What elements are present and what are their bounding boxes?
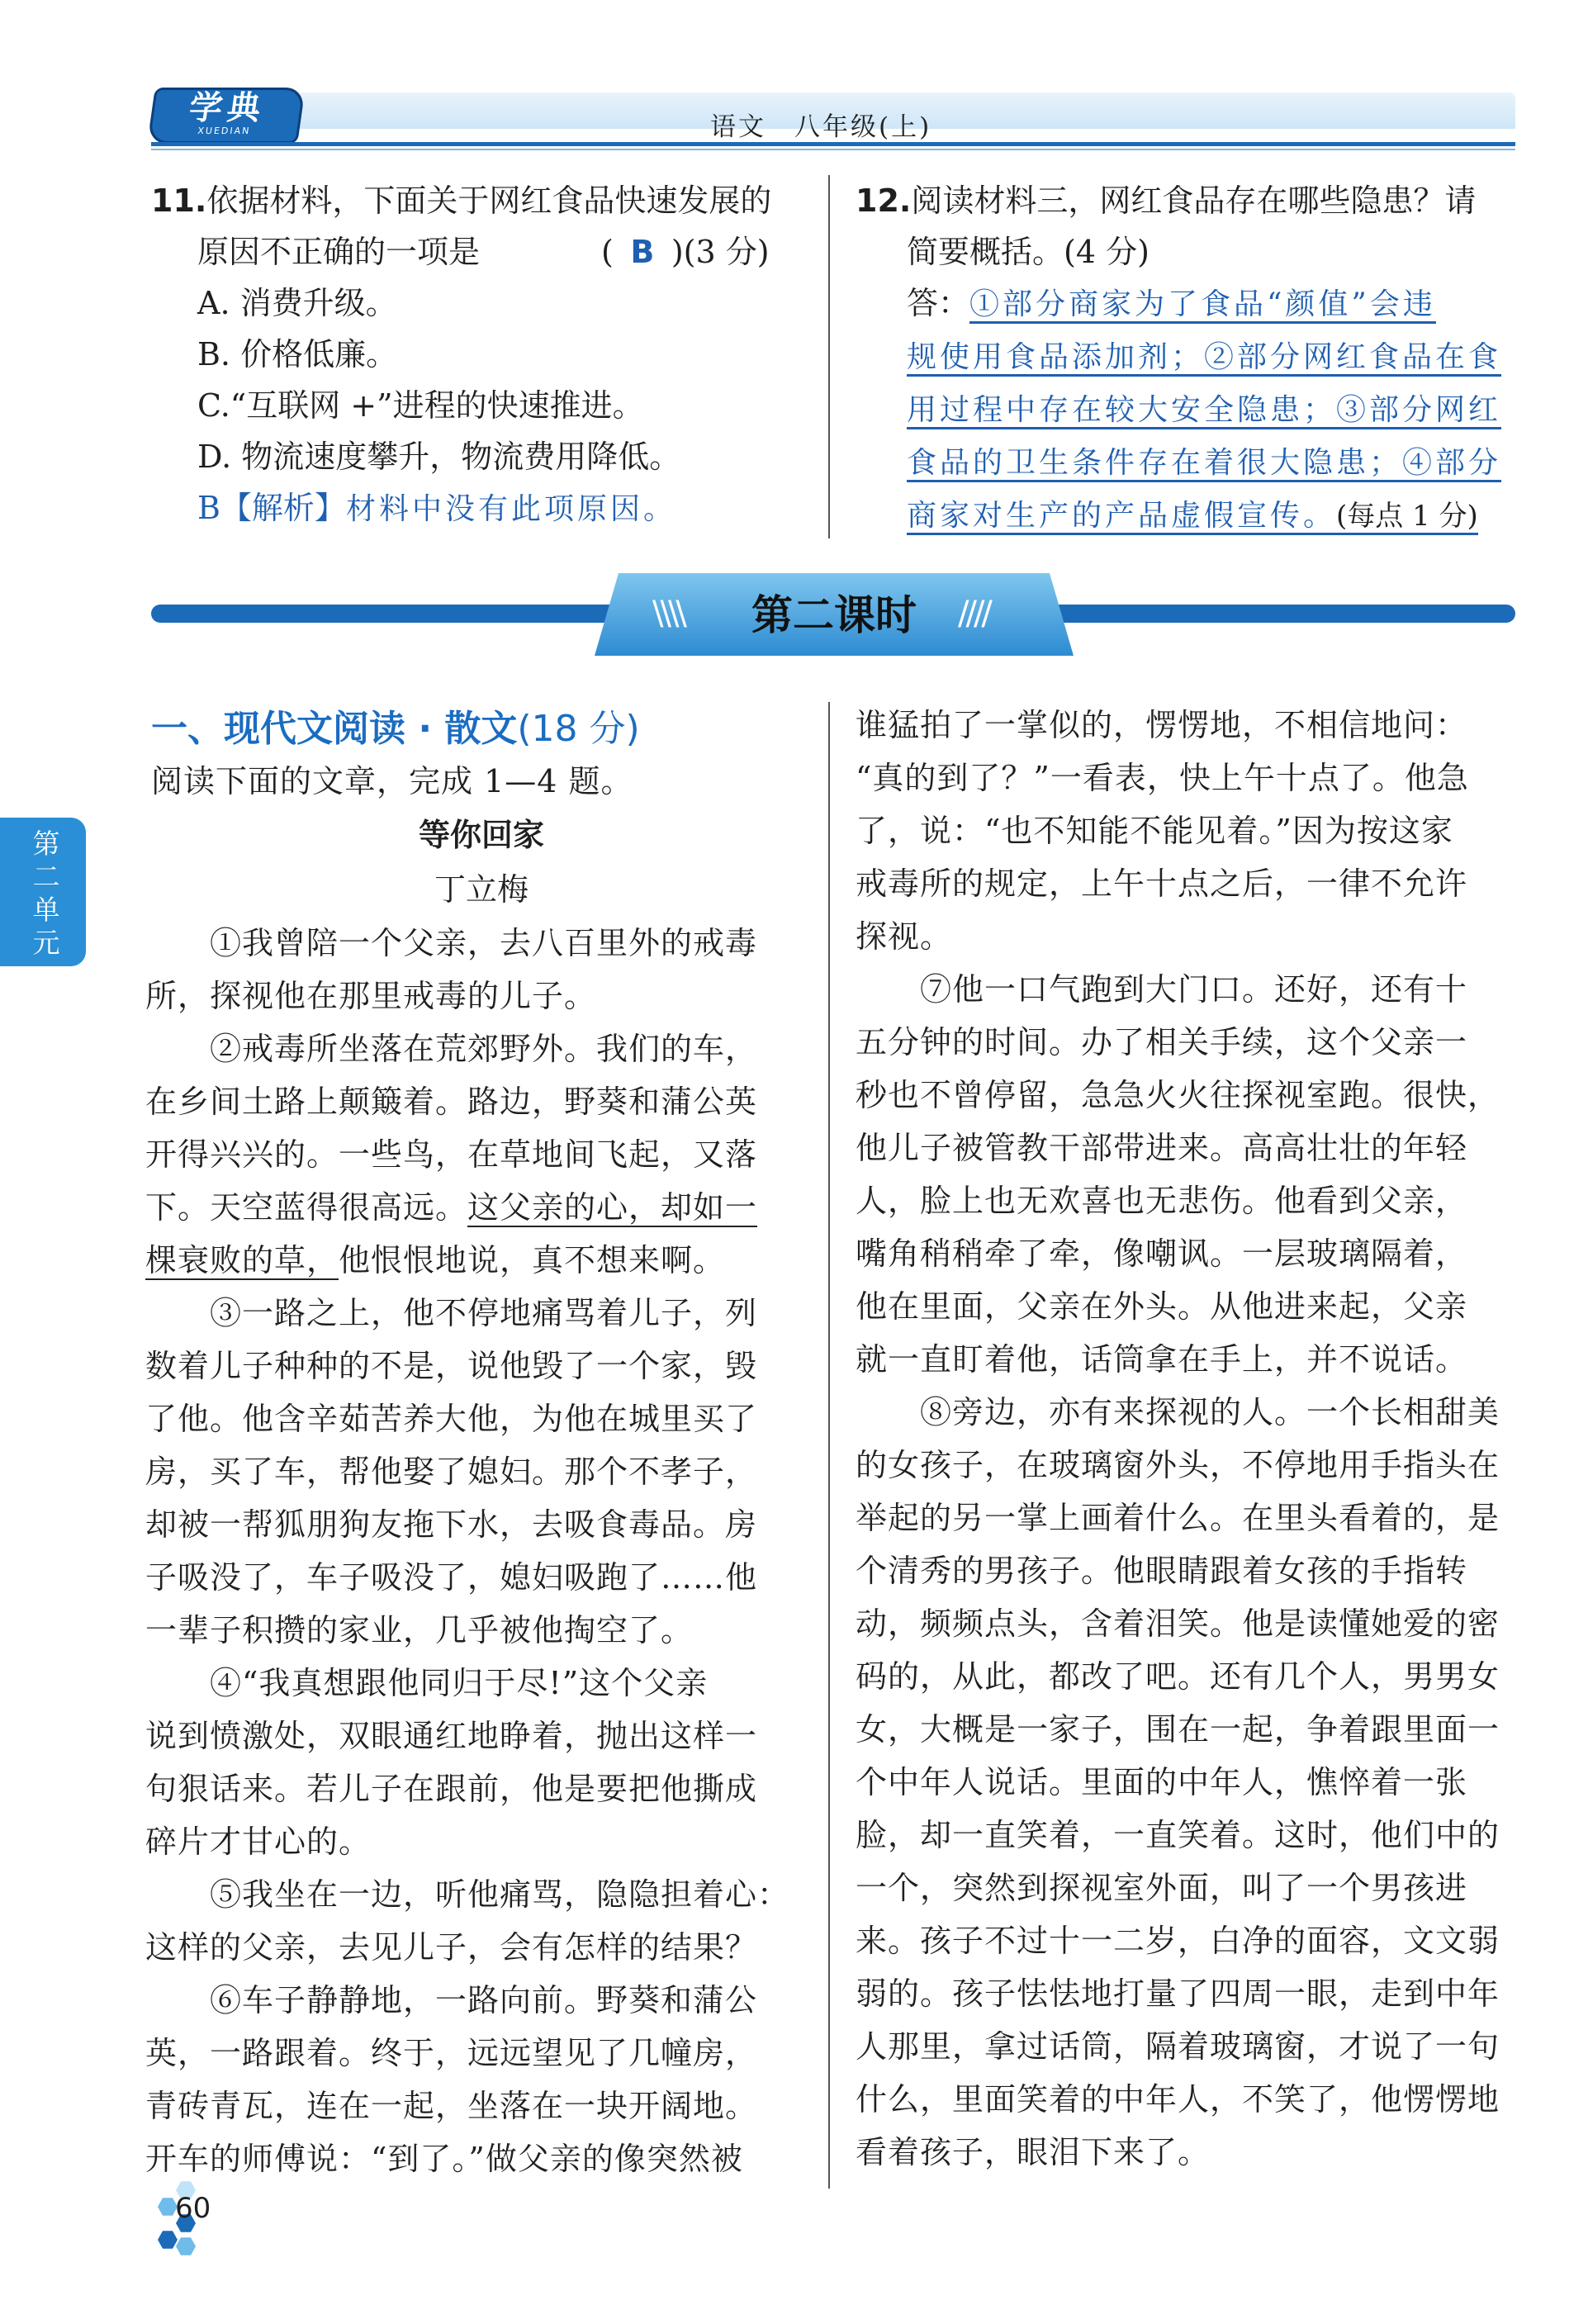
logo-sub-text: XUEDIAN bbox=[197, 126, 252, 136]
text-line: ⑦他一口气跑到大门口。还好，还有十 bbox=[856, 971, 1468, 1008]
text-line: 谁猛拍了一掌似的，愣愣地，不相信地问： bbox=[856, 707, 1468, 743]
section-heading: 一、现代文阅读 · 散文(18 分) bbox=[151, 708, 640, 750]
question-11 bbox=[151, 175, 812, 535]
text-line: 人，脸上也无欢喜也无悲伤。他看到父亲， bbox=[856, 1183, 1468, 1219]
analysis-text: 材料中没有此项原因。 bbox=[345, 492, 676, 526]
text-line: 个清秀的男孩子。他眼睛跟着女孩的手指转 bbox=[856, 1553, 1468, 1589]
page-number: 60 bbox=[175, 2192, 211, 2225]
text-line: 脸，却一直笑着，一直笑着。这时，他们中的 bbox=[856, 1817, 1500, 1853]
article-left-column bbox=[145, 917, 798, 2185]
text-line: “真的到了？”一看表，快上午十点了。他急 bbox=[856, 760, 1469, 796]
hexagon-icon bbox=[176, 2236, 196, 2256]
text-line: 却被一帮狐朋狗友拖下水，去吸食毒品。房 bbox=[145, 1506, 758, 1543]
text-line: 码的，从此，都改了吧。还有几个人，男男女 bbox=[856, 1658, 1500, 1695]
text-line: 房，买了车，帮他娶了媳妇。那个不孝子， bbox=[145, 1454, 758, 1490]
text-line: 棵衰败的草，他恨恨地说，真不想来啊。 bbox=[145, 1242, 726, 1278]
text-line: ⑧旁边，亦有来探视的人。一个长相甜美 bbox=[856, 1394, 1500, 1430]
header-rule-thin bbox=[151, 149, 1515, 150]
text-line: 探视。 bbox=[856, 918, 953, 955]
text-line: 开车的师傅说：“到了。”做父亲的像突然被 bbox=[145, 2141, 743, 2177]
option-b: B. 价格低廉。 bbox=[197, 336, 398, 372]
analysis-prefix: B【解析】 bbox=[197, 490, 346, 526]
text-line: 来。孩子不过十一二岁，白净的面容，文文弱 bbox=[856, 1923, 1500, 1959]
text-line: 开得兴兴的。一些鸟，在草地间飞起，又落 bbox=[145, 1136, 758, 1173]
text-line: 英，一路跟着。终于，远远望见了几幢房， bbox=[145, 2035, 758, 2071]
text-line: 个中年人说话。里面的中年人，憔悴着一张 bbox=[856, 1764, 1468, 1800]
banner-decoration-left: \\\\ bbox=[652, 595, 684, 633]
text-line: 戒毒所的规定，上午十点之后，一律不允许 bbox=[856, 866, 1468, 902]
answer-prefix: 答： bbox=[907, 285, 970, 321]
hexagon-icon bbox=[158, 2230, 178, 2250]
answer-text: ①部分商家为了食品“颜值”会违 bbox=[969, 287, 1436, 324]
text-line: 他在里面，父亲在外头。从他进来起，父亲 bbox=[856, 1288, 1468, 1325]
book-title: 语文 八年级(上) bbox=[710, 112, 932, 142]
text-line: 动，频频点头，含着泪笑。他是读懂她爱的密 bbox=[856, 1605, 1500, 1642]
question-stem: 阅读材料三，网红食品存在哪些隐患？请 bbox=[911, 183, 1477, 219]
text-line: 什么，里面笑着的中年人，不笑了，他愣愣地 bbox=[856, 2081, 1500, 2118]
column-divider bbox=[828, 702, 830, 2189]
text-line: ⑤我坐在一边，听他痛骂，隐隐担着心： bbox=[145, 1876, 790, 1913]
text-line: 女，大概是一家子，围在一起，争着跟里面一 bbox=[856, 1711, 1500, 1748]
text-line: 举起的另一掌上画着什么。在里头看着的，是 bbox=[856, 1500, 1500, 1536]
answer-note: (每点 1 分) bbox=[1336, 500, 1478, 535]
answer-line: 商家对生产的产品虚假宣传。(每点 1 分) bbox=[856, 489, 1516, 542]
text-line: 这样的父亲，去见儿子，会有怎样的结果？ bbox=[145, 1929, 758, 1966]
article-author: 丁立梅 bbox=[434, 871, 529, 908]
underlined-sentence: 棵衰败的草， bbox=[145, 1242, 339, 1278]
column-divider bbox=[828, 175, 830, 538]
text-line: ①我曾陪一个父亲，去八百里外的戒毒 bbox=[145, 925, 758, 961]
text-line: 一个，突然到探视室外面，叫了一个男孩进 bbox=[856, 1870, 1468, 1906]
question-stem: 依据材料，下面关于网红食品快速发展的 bbox=[206, 183, 772, 219]
text-line: 嘴角稍稍牵了牵，像嘲讽。一层玻璃隔着， bbox=[856, 1236, 1468, 1272]
question-stem: 简要概括。(4 分) bbox=[907, 234, 1150, 270]
text-line: 了，说：“也不知能不能见着。”因为按这家 bbox=[856, 813, 1453, 849]
text-line: ④“我真想跟他同归于尽!”这个父亲 bbox=[145, 1665, 709, 1701]
text-line: 碎片才甘心的。 bbox=[145, 1824, 372, 1860]
logo-main-text: 学典 bbox=[187, 88, 268, 127]
answer-choice: B bbox=[630, 234, 655, 270]
text-line: 看着孩子，眼泪下来了。 bbox=[856, 2134, 1211, 2170]
question-number: 12. bbox=[856, 183, 912, 219]
text-line: 的女孩子，在玻璃窗外头，不停地用手指头在 bbox=[856, 1447, 1500, 1483]
answer-line: 用过程中存在较大安全隐患；③部分网红 bbox=[856, 383, 1516, 436]
text-line: 在乡间土路上颠簸着。路边，野葵和蒲公英 bbox=[145, 1084, 758, 1120]
text-line: ②戒毒所坐落在荒郊野外。我们的车， bbox=[145, 1031, 758, 1067]
article-right-column bbox=[856, 699, 1516, 2179]
points: (3 分) bbox=[683, 234, 770, 270]
option-a: A. 消费升级。 bbox=[197, 285, 397, 321]
question-number: 11. bbox=[151, 183, 207, 219]
text-line: 数着儿子种种的不是，说他毁了一个家，毁 bbox=[145, 1348, 758, 1384]
instruction: 阅读下面的文章，完成 1—4 题。 bbox=[151, 763, 633, 799]
header-rule bbox=[151, 142, 1515, 146]
text-line: 句狠话来。若儿子在跟前，他是要把他撕成 bbox=[145, 1771, 758, 1807]
unit-side-tab-label: 第二单元 bbox=[32, 828, 60, 959]
text-line: 秒也不曾停留，急急火火往探视室跑。很快， bbox=[856, 1077, 1500, 1113]
text-line: 一辈子积攒的家业，几乎被他掏空了。 bbox=[145, 1612, 694, 1648]
option-d: D. 物流速度攀升，物流费用降低。 bbox=[197, 439, 681, 475]
text-line: 了他。他含辛茹苦养大他，为他在城里买了 bbox=[145, 1401, 758, 1437]
question-12 bbox=[856, 175, 1516, 542]
text-line: 下。天空蓝得很高远。这父亲的心，却如一 bbox=[145, 1189, 758, 1226]
text-line: 青砖青瓦，连在一起，坐落在一块开阔地。 bbox=[145, 2088, 758, 2124]
answer-line bbox=[856, 277, 1516, 330]
text-line: 子吸没了，车子吸没了，媳妇吸跑了……他 bbox=[145, 1559, 758, 1596]
text-line: ⑥车子静静地，一路向前。野葵和蒲公 bbox=[145, 1982, 758, 2018]
text-line: 所，探视他在那里戒毒的儿子。 bbox=[145, 978, 597, 1014]
answer-paren: ( B )(3 分) bbox=[601, 226, 770, 277]
publisher-logo bbox=[147, 88, 306, 144]
underlined-sentence: 这父亲的心，却如一 bbox=[467, 1189, 758, 1226]
text-line: 弱的。孩子怯怯地打量了四周一眼，走到中年 bbox=[856, 1975, 1500, 2012]
text-line: 他儿子被管教干部带进来。高高壮壮的年轻 bbox=[856, 1130, 1468, 1166]
question-stem: 原因不正确的一项是 bbox=[197, 234, 481, 270]
answer-line: 规使用食品添加剂；②部分网红食品在食 bbox=[856, 330, 1516, 383]
text-line: 就一直盯着他，话筒拿在手上，并不说话。 bbox=[856, 1341, 1468, 1378]
banner-decoration-right: //// bbox=[958, 595, 989, 633]
article-title: 等你回家 bbox=[418, 817, 544, 853]
text-line: ③一路之上，他不停地痛骂着儿子，列 bbox=[145, 1295, 758, 1331]
answer-line: 食品的卫生条件存在着很大隐患；④部分 bbox=[856, 436, 1516, 489]
option-c: C.“互联网 +”进程的快速推进。 bbox=[197, 387, 644, 424]
analysis bbox=[151, 482, 812, 535]
text-line: 人那里，拿过话筒，隔着玻璃窗，才说了一句 bbox=[856, 2028, 1500, 2065]
text-line: 五分钟的时间。办了相关手续，这个父亲一 bbox=[856, 1024, 1468, 1060]
text-line: 说到愤激处，双眼通红地睁着，抛出这样一 bbox=[145, 1718, 758, 1754]
lesson-title: 第二课时 bbox=[751, 591, 917, 639]
